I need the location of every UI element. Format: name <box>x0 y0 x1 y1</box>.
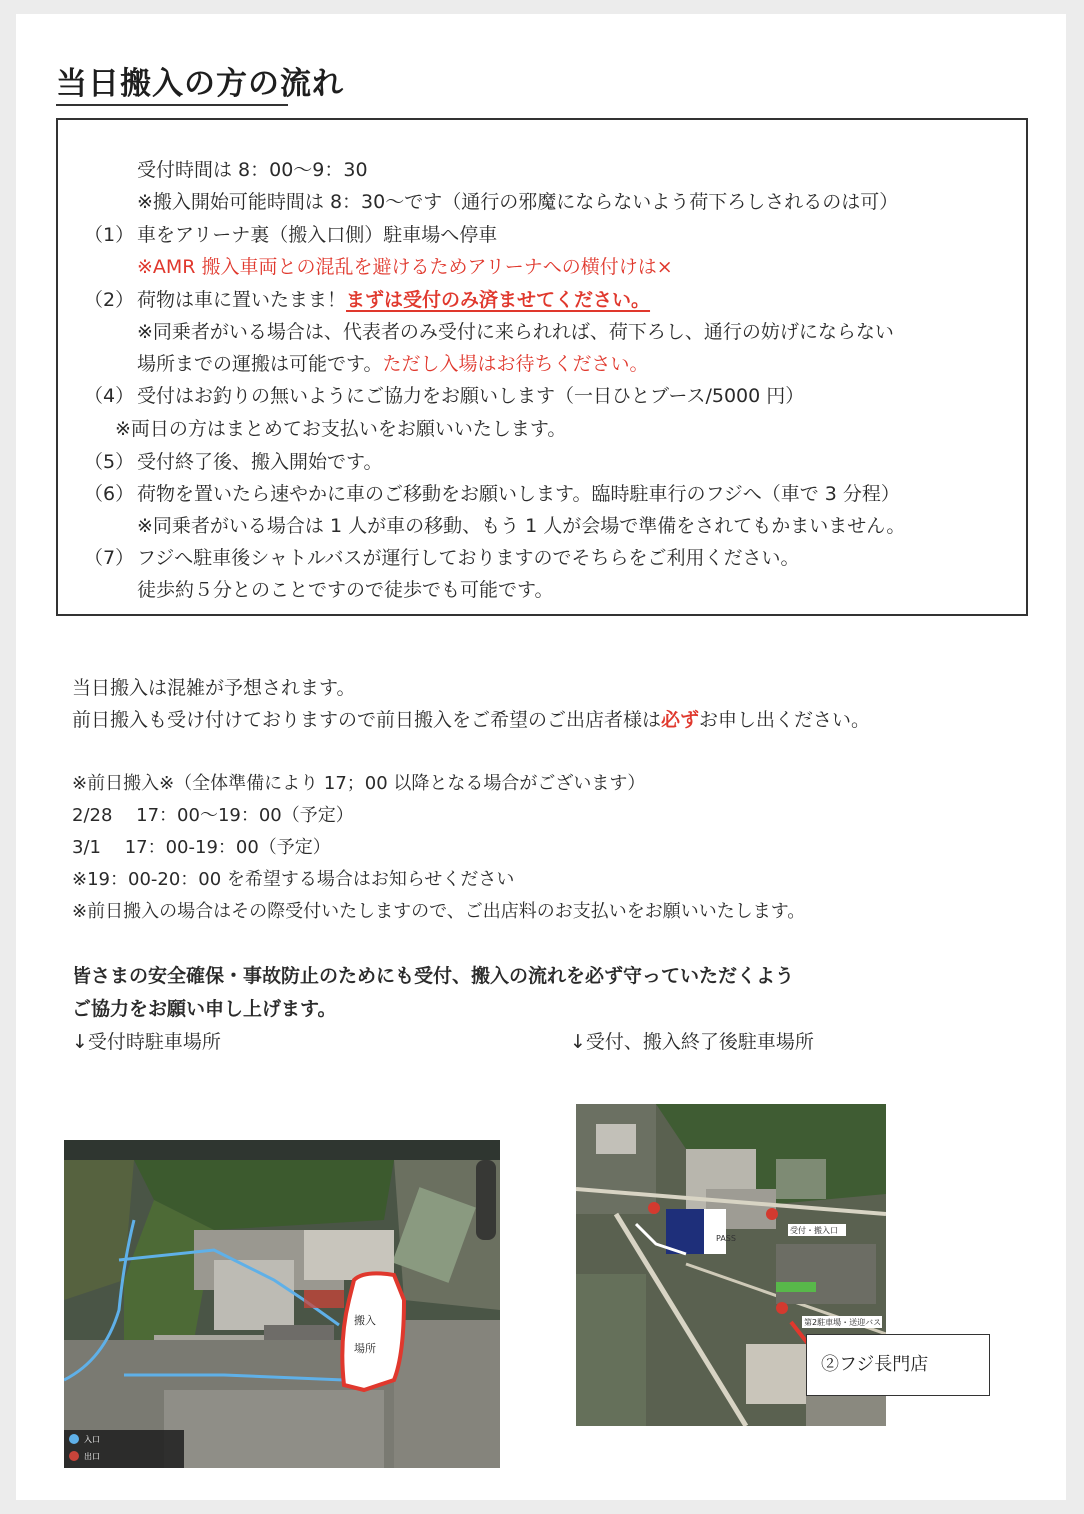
title-underline <box>56 104 288 106</box>
notice-line-2 <box>72 708 870 732</box>
prev-day-heading: ※前日搬入※（全体準備により 17；00 以降となる場合がございます） <box>72 773 646 794</box>
step-number: （7） <box>84 547 135 569</box>
aerial-photo-left <box>64 1140 500 1468</box>
step-number: （2） <box>84 289 135 311</box>
notice-line-1: 当日搬入は混雑が予想されます。 <box>72 677 356 699</box>
page-title: 当日搬入の方の流れ <box>56 66 344 102</box>
prev-day-note-2: ※前日搬入の場合はその際受付いたしますので、ご出店料のお支払いをお願いいたします。 <box>72 901 806 922</box>
step-2-note-1: ※同乗者がいる場合は、代表者のみ受付に来られれば、荷下ろし、通行の妨げにならない <box>137 321 894 343</box>
closing-line-2: ご協力をお願い申し上げます。 <box>72 998 337 1020</box>
step-4-note: ※両日の方はまとめてお支払いをお願いいたします。 <box>115 418 567 440</box>
step-6-text: 荷物を置いたら速やかに車のご移動をお願いします。臨時駐車行のフジへ（車で 3 分程） <box>137 483 900 505</box>
unload-area-label-2: 場所 <box>354 1342 376 1355</box>
reception-entrance-label: 受付・搬入口 <box>790 1226 838 1235</box>
step-7-text: フジへ駐車後シャトルバスが運行しておりますのでそちらをご利用ください。 <box>137 547 800 569</box>
reception-time: 受付時間は 8：00〜9：30 <box>137 159 368 181</box>
left-map-caption: ↓受付時駐車場所 <box>72 1031 221 1053</box>
step-number: （5） <box>84 451 135 473</box>
unload-start-note: ※搬入開始可能時間は 8：30〜です（通行の邪魔にならないよう荷下ろしされるのは可） <box>137 191 899 213</box>
step-1-text: 車をアリーナ裏（搬入口側）駐車場へ停車 <box>137 224 498 246</box>
prev-day-date-2: 3/1 17：00-19：00（予定） <box>72 837 331 858</box>
step-number: （4） <box>84 385 135 407</box>
step-7-note: 徒歩約５分とのことですので徒歩でも可能です。 <box>137 579 554 601</box>
notice-emphasis: 必ず <box>661 709 700 731</box>
step-2-text <box>137 288 650 312</box>
step-4-text: 受付はお釣りの無いようにご協力をお願いします（一日ひとブース/5000 円） <box>137 385 805 407</box>
parking-2-label: 第2駐車場・送迎バス <box>804 1318 882 1327</box>
notice-line-2a: 前日搬入も受け付けておりますので前日搬入をご希望のご出店者様は <box>72 709 662 731</box>
legend-exit: 出口 <box>84 1452 100 1461</box>
step-2-note-2a: 場所までの運搬は可能です。 <box>137 353 383 375</box>
step-5-text: 受付終了後、搬入開始です。 <box>137 451 383 473</box>
prev-day-note-1: ※19：00-20：00 を希望する場合はお知らせください <box>72 869 515 890</box>
prev-day-date-1: 2/28 17：00〜19：00（予定） <box>72 805 354 826</box>
closing-line-1: 皆さまの安全確保・事故防止のためにも受付、搬入の流れを必ず守っていただくよう <box>72 965 795 987</box>
fuji-nagato-callout: ②フジ長門店 <box>806 1334 990 1396</box>
notice-line-2c: お申し出ください。 <box>699 709 871 731</box>
step-number: （1） <box>84 224 135 246</box>
step-2-emphasis: まずは受付のみ済ませてください。 <box>346 289 651 311</box>
step-number: （6） <box>84 483 135 505</box>
step-1-note: ※AMR 搬入車両との混乱を避けるためアリーナへの横付けは× <box>137 256 673 278</box>
step-6-note: ※同乗者がいる場合は 1 人が車の移動、もう 1 人が会場で準備をされてもかまいません。 <box>137 515 906 537</box>
step-2-note-2 <box>137 352 649 376</box>
step-2-note-2b: ただし入場はお待ちください。 <box>382 353 649 375</box>
pass-label: PASS <box>716 1234 736 1243</box>
step-2-text-a: 荷物は車に置いたまま！ <box>137 289 347 311</box>
reception-parking-map <box>64 1140 500 1468</box>
right-map-caption: ↓受付、搬入終了後駐車場所 <box>570 1031 814 1053</box>
legend-entrance: 入口 <box>84 1435 100 1444</box>
unload-area-label-1: 搬入 <box>354 1314 376 1327</box>
